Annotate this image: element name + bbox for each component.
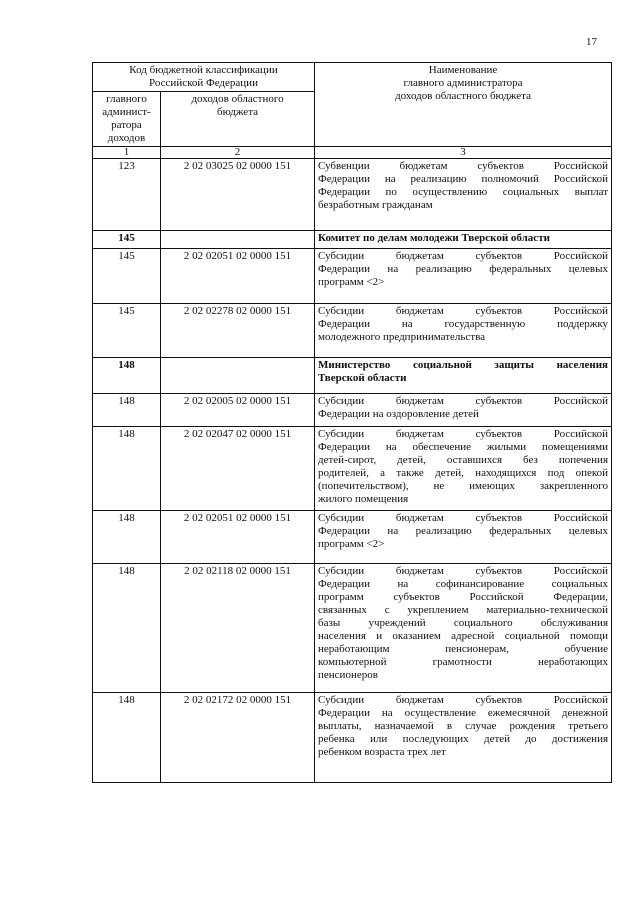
description-line: Федерации на реализацию полномочий Российской bbox=[318, 173, 609, 185]
admin-header-line: главного bbox=[106, 93, 147, 105]
revenue-name-cell bbox=[315, 304, 612, 358]
revenue-name-cell bbox=[315, 394, 612, 427]
description-line: Федерации по осуществлению социальных выплат bbox=[318, 186, 609, 198]
description-line: молодежного предпринимательства bbox=[318, 331, 486, 343]
table-row bbox=[93, 304, 612, 358]
revenue-name-cell bbox=[315, 693, 612, 783]
page-number: 17 bbox=[586, 36, 597, 48]
description-line: населения и оказанием адресной социальной помощи bbox=[318, 630, 609, 642]
description-line: Субсидии бюджетам субъектов Российской bbox=[318, 305, 609, 317]
description-line: (попечительством), не имеющих закрепленного bbox=[318, 480, 609, 492]
description-line: Федерации на софинансирование социальных bbox=[318, 578, 609, 590]
table-row bbox=[93, 358, 612, 394]
description-line: Федерации на государственную поддержку bbox=[318, 318, 609, 330]
description-line: Субсидии бюджетам субъектов Российской bbox=[318, 565, 609, 577]
column-number-row bbox=[93, 147, 612, 159]
admin-code-cell: 123 bbox=[93, 159, 161, 231]
admin-column-header bbox=[93, 92, 161, 147]
kbk-group-lines bbox=[96, 64, 311, 90]
revenue-code-cell: 2 02 02047 02 0000 151 bbox=[161, 427, 315, 511]
table-row bbox=[93, 394, 612, 427]
revenue-header-line: доходов областного bbox=[191, 93, 284, 105]
revenue-code-cell bbox=[161, 231, 315, 249]
description-line: Комитет по делам молодежи Тверской области bbox=[318, 232, 550, 244]
table-body bbox=[93, 159, 612, 783]
revenue-code-cell: 2 02 02005 02 0000 151 bbox=[161, 394, 315, 427]
revenue-code-cell: 2 02 02118 02 0000 151 bbox=[161, 564, 315, 693]
description-line: Федерации на оздоровление детей bbox=[318, 408, 479, 420]
column-number: 3 bbox=[315, 147, 612, 159]
description-line: базы учреждений социального обслуживания bbox=[318, 617, 609, 629]
table-row bbox=[93, 693, 612, 783]
description-line: ребенком возраста трех лет bbox=[318, 746, 446, 758]
description-line: Субсидии бюджетам субъектов Российской bbox=[318, 694, 609, 706]
description-line: Министерство социальной защиты населения bbox=[318, 359, 609, 371]
revenue-code-cell: 2 02 03025 02 0000 151 bbox=[161, 159, 315, 231]
table-row bbox=[93, 564, 612, 693]
column-number: 1 bbox=[93, 147, 161, 159]
name-header-line: главного администратора bbox=[403, 77, 523, 89]
description-line: родителей, а также детей, находящихся под опекой bbox=[318, 467, 609, 479]
admin-code-cell: 145 bbox=[93, 231, 161, 249]
budget-classification-table bbox=[92, 62, 612, 783]
description-line: Федерации на осуществление ежемесячной денежной bbox=[318, 707, 609, 719]
admin-code-cell: 148 bbox=[93, 394, 161, 427]
revenue-code-cell: 2 02 02051 02 0000 151 bbox=[161, 511, 315, 564]
kbk-group-line: Код бюджетной классификации bbox=[129, 64, 278, 76]
admin-code-cell: 148 bbox=[93, 358, 161, 394]
table-row bbox=[93, 231, 612, 249]
description-line: Субсидии бюджетам субъектов Российской bbox=[318, 395, 609, 407]
admin-header-line: админист- bbox=[102, 106, 151, 118]
description-line: программ субъектов Российской Федерации, bbox=[318, 591, 609, 603]
admin-code-cell: 148 bbox=[93, 693, 161, 783]
admin-code-cell: 145 bbox=[93, 249, 161, 304]
description-line: детей-сирот, детей, оставшихся без попечения bbox=[318, 454, 609, 466]
revenue-name-cell bbox=[315, 564, 612, 693]
administrator-name-cell bbox=[315, 358, 612, 394]
description-line: безработным гражданам bbox=[318, 199, 433, 211]
description-line: жилого помещения bbox=[318, 493, 409, 505]
description-line: Субвенции бюджетам субъектов Российской bbox=[318, 160, 609, 172]
description-line: выплаты, назначаемой в случае рождения третьего bbox=[318, 720, 609, 732]
revenue-name-cell bbox=[315, 159, 612, 231]
revenue-code-cell: 2 02 02278 02 0000 151 bbox=[161, 304, 315, 358]
revenue-name-cell bbox=[315, 249, 612, 304]
revenue-code-cell: 2 02 02051 02 0000 151 bbox=[161, 249, 315, 304]
description-line: Субсидии бюджетам субъектов Российской bbox=[318, 428, 609, 440]
admin-header-line: доходов bbox=[107, 132, 146, 144]
description-line: неработающим пенсионерам, обучение bbox=[318, 643, 609, 655]
description-line: пенсионеров bbox=[318, 669, 378, 681]
description-line: Субсидии бюджетам субъектов Российской bbox=[318, 512, 609, 524]
admin-code-cell: 148 bbox=[93, 427, 161, 511]
column-number: 2 bbox=[161, 147, 315, 159]
name-header-line: Наименование bbox=[428, 64, 498, 76]
description-line: Федерации на обеспечение жилыми помещениями bbox=[318, 441, 609, 453]
kbk-group-line: Российской Федерации bbox=[149, 77, 258, 89]
table-row bbox=[93, 249, 612, 304]
admin-code-cell: 145 bbox=[93, 304, 161, 358]
kbk-group-header bbox=[93, 63, 315, 92]
description-line: Федерации на реализацию федеральных целевых bbox=[318, 263, 609, 275]
revenue-name-cell bbox=[315, 427, 612, 511]
description-line: программ <2> bbox=[318, 276, 385, 288]
table-row bbox=[93, 511, 612, 564]
admin-header-line: ратора bbox=[111, 119, 142, 131]
revenue-column-header bbox=[161, 92, 315, 147]
table-row bbox=[93, 427, 612, 511]
admin-code-cell: 148 bbox=[93, 511, 161, 564]
description-line: ребенка или последующих детей до достижения bbox=[318, 733, 609, 745]
description-line: программ <2> bbox=[318, 538, 385, 550]
name-header-line: доходов областного бюджета bbox=[395, 90, 531, 102]
description-line: связанных с укреплением материально-технической bbox=[318, 604, 609, 616]
description-line: Субсидии бюджетам субъектов Российской bbox=[318, 250, 609, 262]
revenue-code-cell bbox=[161, 358, 315, 394]
revenue-code-cell: 2 02 02172 02 0000 151 bbox=[161, 693, 315, 783]
description-line: Тверской области bbox=[318, 372, 407, 384]
revenue-name-cell bbox=[315, 511, 612, 564]
admin-code-cell: 148 bbox=[93, 564, 161, 693]
administrator-name-cell bbox=[315, 231, 612, 249]
description-line: компьютерной грамотности неработающих bbox=[318, 656, 609, 668]
table-row bbox=[93, 159, 612, 231]
name-column-header bbox=[315, 63, 612, 147]
description-line: Федерации на реализацию федеральных целевых bbox=[318, 525, 609, 537]
revenue-header-line: бюджета bbox=[217, 106, 259, 118]
